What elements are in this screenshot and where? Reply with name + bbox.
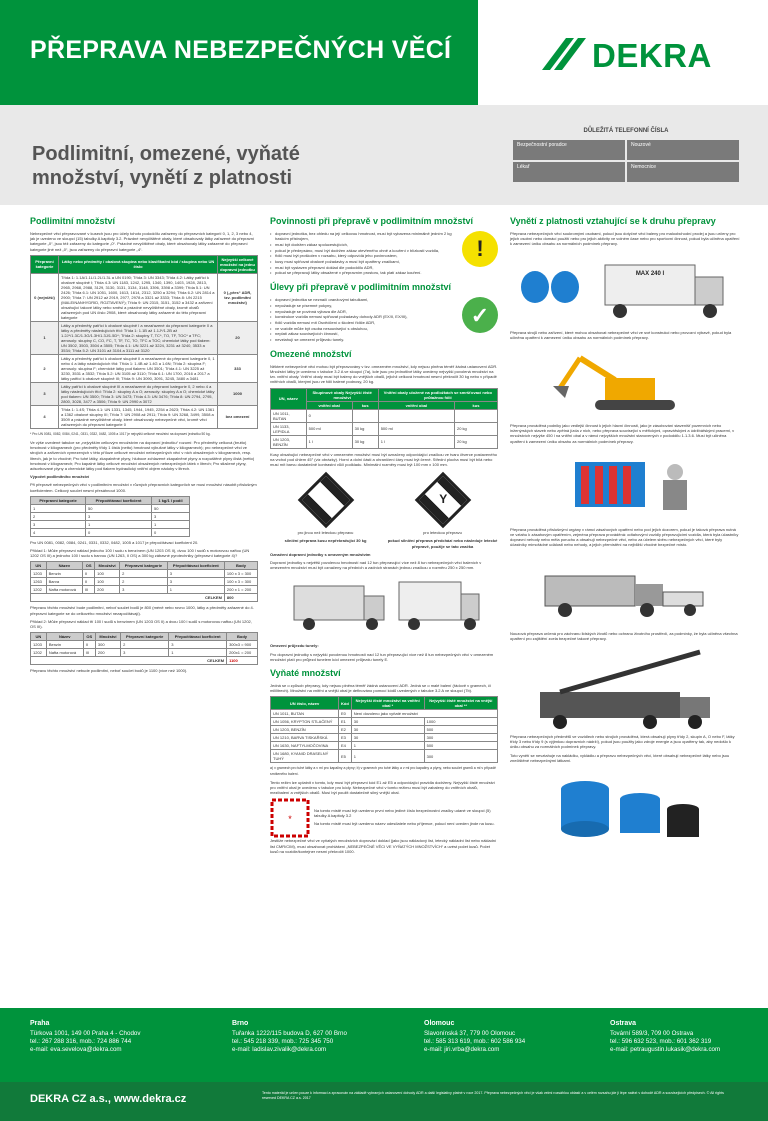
table-cell: 1203 bbox=[31, 641, 47, 649]
table-row bbox=[31, 570, 258, 578]
section-heading: Vynětí z platnosti vztahující se k druhu přepravy bbox=[510, 216, 716, 226]
table-row bbox=[271, 734, 498, 742]
reliefs-list bbox=[270, 297, 458, 343]
table-cell: 100 x 3 = 300 bbox=[224, 570, 257, 578]
paragraph: Přeprava nebezpečných předmětů ve vozidlech nebo strojích prováděná, která obsahují plyny třídy 2, skupin A, O nebo F, látky třídy 3 nebo třídy 9 (s výjimkou dopravních nádrží), pokud jsou použity jako zdroje energie a jsou opatřeny tak, aby nedošlo k úniku obsahu za normálních podmínek přepravy. bbox=[510, 734, 735, 750]
table-cell: 3 bbox=[167, 578, 224, 586]
office-city: Brno bbox=[232, 1020, 249, 1027]
table-row bbox=[31, 504, 190, 512]
paragraph: Kusy obsahující nebezpečné věci v omezeném množství musí být označeny odpovídající značkou ve tvaru čtverce postaveného na vrchol pod úhlem 45° (viz obrázky). Horní a dolní části a ohraničení čáry musí být černé. Střední plocha musí být bílá nebo musí mít barvu dostatečně kontrastní vůči podkladu. Minimální rozměry musí být 100 mm x 100 mm. bbox=[270, 451, 498, 467]
phone-cell[interactable]: Lékař bbox=[513, 162, 625, 182]
column-1 bbox=[30, 210, 258, 676]
table-cell: E4 bbox=[339, 742, 352, 750]
table-cell: 500 ml bbox=[306, 422, 352, 435]
table-cell: UN 1203, BENZÍN bbox=[271, 435, 307, 448]
footnote: * Pro UN 0081, 0082, 0084, 0241, 0331, 0332, 0482, 1005 a 1017 je nejvyšší celkové množství na dopravní jednotku 50 kg. bbox=[30, 431, 211, 436]
table-row bbox=[31, 382, 258, 405]
table-total-row bbox=[31, 657, 258, 665]
column-3 bbox=[510, 210, 740, 846]
list-item: • nevztahují se omezení průjezdu tunely. bbox=[270, 337, 458, 342]
table-header: Přepočítávací koeficient bbox=[167, 562, 224, 570]
table-cell: 100 bbox=[95, 578, 120, 586]
table-row bbox=[271, 726, 498, 734]
table-cell bbox=[455, 409, 498, 422]
limited-quantity-air-mark-icon: Y bbox=[414, 472, 471, 529]
paragraph: Přeprava prováděná příslušnými orgány v rámci zásahových opatření nebo pod jejich dozorem, pokud je taková přeprava nutná ve vztahu k zásahovým opatřením, zejména přeprava prováděná: odtahovými vozidly přepravujícími vozidla, která byla účastníky dopravní nehody nebo měla poruchu a obsahují nebezpečné věci, nebo za účelem sběru nebezpečných věcí, které byly účastníky mimořádné události nebo nehody, a jejich přemístění na nejbližší vhodné bezpečné místo. bbox=[510, 526, 739, 548]
table-cell: Látky patřící k obalové skupině III a nezařazené do přepravní kategorie 0, 2 nebo 4 a látky následujících tříd: Třída 2: skupiny A a O; aerosoly: skupiny A a O; chemické látky pod tlakem: UN 3500; Třída 3: UN 3473; Třída 4.3: UN 3476; Třída 8: UN 2794, 2795, 2800, 3028, 3477 a 3506; Třída 9: UN 2990 a 3072 bbox=[59, 382, 218, 405]
list-item: • ve vozidle může být osoba nesouvisející s obsluhou, bbox=[270, 326, 458, 331]
gas-cylinders-illustration bbox=[510, 447, 740, 527]
office-line: Slavonínská 37, 779 00 Olomouc bbox=[424, 1030, 516, 1037]
table-header: UN bbox=[31, 562, 47, 570]
gas-cylinders-icon bbox=[545, 452, 705, 522]
example-1-table bbox=[30, 561, 258, 602]
lq-mark-air bbox=[387, 470, 498, 552]
table-cell: 3 bbox=[152, 512, 190, 520]
excavator-icon bbox=[545, 348, 705, 418]
table-row bbox=[271, 435, 498, 448]
coefficient-table bbox=[30, 496, 190, 537]
table-cell: CELKEM bbox=[31, 594, 225, 602]
tank-label: MAX 240 l bbox=[635, 270, 665, 277]
table-cell: 200x1 = 200 bbox=[227, 649, 258, 657]
office-city: Ostrava bbox=[610, 1020, 637, 1027]
table-cell: 1 bbox=[351, 750, 424, 763]
paragraph: Přeprava nebezpečných věcí soukromými osobami, pokud jsou dotyčné věci baleny pro maloobchodní prodej a jsou určeny pro jejich osobní nebo domácí použití nebo pro jejich aktivity ve volném čase nebo pro sportovní činnost, pokud byla učiněna opatření k zamezení úniku obsahu za normálních podmínek přepravy. bbox=[510, 231, 740, 247]
table-cell: 50 bbox=[86, 504, 152, 512]
limited-quantity-table bbox=[270, 388, 498, 449]
table-row bbox=[271, 409, 498, 422]
dekra-logo bbox=[540, 34, 740, 74]
footnote: a) v gramech pro tuhé látky a v ml pro kapaliny a plyny; b) v gramech pro tuhé látky a v ml pro kapaliny a plyny, nebo součet gramů a ml v případě smíšeného balení. bbox=[270, 766, 496, 776]
table-cell: CELKEM bbox=[31, 657, 227, 665]
paragraph: Příklad 2: Může přepravní náklad tří 100 l sudů s benzínem (UN 1203 OS II) a dvou 100 l sudů s motorovou naftou (UN 1202, OS III). bbox=[30, 618, 252, 630]
table-header: UN, název bbox=[271, 388, 307, 409]
excavator-illustration bbox=[510, 343, 740, 423]
table-cell: 1203 bbox=[31, 570, 47, 578]
office-brno bbox=[232, 1020, 392, 1054]
table-cell: Třída 1: 1.4S; Třída 4.1: UN 1331, 1345, 1944, 1945, 2254 a 2623; Třída 4.2: UN 1361 a 1362 obalové skupiny III; Třída 7: UN 2908 až 2911; Třída 9: UN 3268, 3499, 3508 a 3509 a prázdné nevyčištěné obaly, které obsahovaly nebezpečné věci, kromě věcí zařazených do přepravní kategorie 0 bbox=[59, 405, 218, 428]
paragraph: Toto vynětí se nevztahuje na nakládku, vykládku a přepravu nebezpečných věcí, které obsahují nebezpečné látky nebo jsou znečištěné nebezpečnými látkami. bbox=[510, 752, 730, 763]
table-cell: 100 x 3 = 300 bbox=[224, 578, 257, 586]
table-header: vnitřní obal bbox=[378, 401, 454, 409]
phone-cell[interactable]: Nemocnice bbox=[627, 162, 739, 182]
list-item: • pokud se přepravují látky obsažené v přepravním prostoru, tak platí zákaz kouření. bbox=[270, 270, 458, 275]
section-heading: Omezené množství bbox=[270, 348, 352, 359]
table-cell: 30 bbox=[351, 726, 424, 734]
table-cell: II bbox=[83, 578, 95, 586]
table-header: Přepravní kategorie bbox=[31, 496, 86, 504]
table-row bbox=[31, 405, 258, 428]
table-header: Nejvyšší celkové množství na jednu dopravní jednotku bbox=[218, 255, 258, 273]
paragraph: Přepravu těchto množství bude podlimitní, neboť součet bodů je 800 (méně nebo rovno 1000, látky a předměty zařazené do 4. přepravní kategorie se do celkového množství nezapočítávají). bbox=[30, 605, 254, 616]
table-header: Látky nebo předměty / obalová skupina nebo klasifikační kód / skupina nebo UN číslo bbox=[59, 255, 218, 273]
list-item: • konstrukce vozidla nemusí splňovat požadavky dohody ADR (EX/II, EX/III), bbox=[270, 314, 458, 319]
table-cell: 2 bbox=[31, 354, 59, 382]
table-header: 1 kg/1 l podíl bbox=[152, 496, 190, 504]
table-row bbox=[31, 641, 258, 649]
table-cell: UN 1630, NAFTYLMOČOVINA bbox=[271, 742, 339, 750]
table-header: Vnitřní obaly uložené na podložkách se smršťovací nebo průtažnou fólií bbox=[378, 388, 497, 401]
table-row bbox=[271, 742, 498, 750]
limited-quantity-mark-icon bbox=[297, 472, 354, 529]
mark-caption: pro jinou než leteckou přepravu bbox=[297, 530, 354, 536]
table-cell: 0 („přes“ ADR, tzv. podlimitní množství) bbox=[218, 273, 258, 321]
table-cell: 1 bbox=[351, 742, 424, 750]
table-header: UN číslo, název bbox=[271, 697, 339, 710]
list-item: • nepožaduje se povinná výbava dle ADR, bbox=[270, 309, 458, 314]
table-header: Body bbox=[227, 633, 258, 641]
subtitle: Podlimitní, omezené, vyňaté množství, vynětí z platnosti bbox=[32, 143, 300, 189]
list-item: • musí být dodržen zákaz spolucestujících, bbox=[270, 242, 458, 247]
table-header: kus bbox=[455, 401, 498, 409]
excepted-quantity-mark-icon bbox=[270, 798, 310, 838]
table-cell: 2 bbox=[31, 512, 86, 520]
table-cell: E1 bbox=[339, 718, 352, 726]
paragraph: Nouzová přeprava určená pro záchranu lidských životů nebo ochranu životního prostředí, za podmínky, že byla učiněna všechna opatření pro zajištění zcela bezpečné takové přepravy. bbox=[510, 630, 738, 641]
table-cell: 20 kg bbox=[455, 422, 498, 435]
paragraph: Dopravní jednotky s největší povolenou hmotností nad 12 tun přepravující více než 8 tun nebezpečných věcí baleních v omezeném množství musí být označeny na předních a zadních stranách jednou značkou o rozměru 250 x 250 mm. bbox=[270, 559, 482, 571]
table-cell bbox=[378, 409, 454, 422]
table-cell: II bbox=[83, 570, 95, 578]
table-cell: 30 kg bbox=[352, 435, 378, 448]
table-cell: 333 bbox=[218, 354, 258, 382]
table-cell: 1000 bbox=[218, 382, 258, 405]
barrels-icon bbox=[545, 769, 705, 844]
subheading: Označení dopravní jednotky s omezeným množstvím bbox=[270, 551, 371, 557]
table-header: Množství bbox=[95, 633, 120, 641]
table-cell: UN 1680, KYANID DRASELNÝ TUHÝ bbox=[271, 750, 339, 763]
table-cell bbox=[352, 409, 378, 422]
table-header: Množství bbox=[95, 562, 120, 570]
list-item: • dopravní jednotka, bez ohledu na její celkovou hmotnost, musí být vybavena minimálně jedním 2 kg hasicím přístrojem, bbox=[270, 231, 458, 241]
table-cell: 300x3 = 900 bbox=[227, 641, 258, 649]
office-line: tel.: 267 288 316, mob.: 724 886 744 bbox=[30, 1038, 132, 1045]
table-cell: 30 bbox=[351, 734, 424, 742]
subheading: Výpočet podlimitního množství bbox=[30, 474, 90, 480]
svg-text:*: * bbox=[288, 814, 292, 825]
table-cell: E2 bbox=[339, 726, 352, 734]
table-total-row bbox=[31, 594, 258, 602]
table-cell: 1 l bbox=[306, 435, 352, 448]
table-header: Přepočítávací koeficient bbox=[86, 496, 152, 504]
paragraph: Přepravu těchto množství nebude podlimitní, neboť součet bodů je 1100 (více než 1000). bbox=[30, 668, 188, 674]
table-header: Nejvyšší čisté množství na vnitřní obal * bbox=[351, 697, 424, 710]
truck-icon bbox=[284, 578, 484, 638]
checkmark-icon: ✓ bbox=[462, 297, 498, 333]
paragraph: Jestliže nebezpečné věci ve vyňatých množstvích doprovází doklad (jako jsou nákladový list, letecký nákladní list nebo nákladní list CMR/CIM), musí obsahovat prohlášení „NEBEZPEČNÉ VĚCI VE VYŇATÝCH MNOŽSTVÍCH“ a uvést počet kusů. Počet kusů na vozidle/kontejner nesmí překročit 1000. bbox=[270, 838, 497, 854]
list-item: • nepožaduje se písemné pokyny, bbox=[270, 303, 458, 308]
table-cell: Barva bbox=[46, 578, 82, 586]
barrels-illustration bbox=[510, 766, 740, 846]
table-cell: 30 bbox=[351, 718, 424, 726]
table-cell: UN 1056, KRYPTON STLAČENÝ bbox=[271, 718, 339, 726]
lq-mark-road bbox=[270, 470, 381, 552]
table-cell: Benzin bbox=[46, 641, 83, 649]
table-cell: 1 bbox=[31, 321, 59, 354]
disclaimer: Tento materiál je určen pouze k informaci a zpracován na základě vybraných ustanovení dohody ADR a další legislativy platné v roce 2017. Přeprava nebezpečných věcí je však velmi rozsáhlou oblastí a v celém rozsahu jde ji lépe nalézt v dohodě ADR a souvisejících předpisech. © All rights reserved DEKRA CZ a.s. 2017 bbox=[262, 1091, 724, 1100]
dekra-logo-icon bbox=[540, 34, 588, 74]
table-cell: 800 bbox=[224, 594, 257, 602]
table-header: UN bbox=[31, 633, 47, 641]
office-line: Tovární 589/3, 709 00 Ostrava bbox=[610, 1030, 694, 1037]
table-cell: 100 bbox=[95, 570, 120, 578]
table-cell: 1 bbox=[86, 520, 152, 528]
phone-numbers-box bbox=[513, 128, 739, 186]
paragraph: Jedná se o způsob přepravy, kdy nejsou plněna téměř žádná ustanovení ADR. Jedná se o malé balení (řádově v gramech, či mililitrech). Množství na vnitřní a vnější obal je definováno pomocí kódů uvedených v tabulce 3.2 A ve sloupci (7b). bbox=[270, 683, 491, 694]
table-row bbox=[31, 649, 258, 657]
phone-cell[interactable]: Bezpečnostní poradce bbox=[513, 140, 625, 160]
table-header: OS bbox=[83, 562, 95, 570]
table-cell: UN 1203, BENZÍN bbox=[271, 726, 339, 734]
office-line: tel.: 596 632 523, mob.: 601 362 319 bbox=[610, 1038, 712, 1045]
table-cell: Látky a předměty patřící k obalové skupině I a nezařazené do přepravní kategorie 0 a látky a předměty následujících tříd: Třída 1: 1.1B až 1.1J*/1.2B až 1.2J*/1.3C/1.3G/1.3H/1.3J/1.5D*; Třída 2: skupiny T, TC*, TO, TF, TOC* a TFC; aerosoly: skupiny C, CO, FC, T, TF, TC, TO, TFC a TOC; chemické látky pod tlakem: UN 3502, 3503, 3504 a 3505; Třída 4.1: UN 3221 až 3224, 3231 až 3240, 3533 a 3534; Třída 5.2: UN 3101 až 3104 a 3111 až 3120 bbox=[59, 321, 218, 354]
list-item: • pokud je předepsáno, musí být dodržen zákaz otevřeného ohně a kouření v blízkosti vozidla, bbox=[270, 248, 458, 253]
tow-truck-icon bbox=[535, 556, 715, 626]
table-cell: 3 bbox=[167, 570, 224, 578]
mark-caption: pro leteckou přepravu bbox=[423, 530, 462, 536]
table-cell: 0 bbox=[152, 528, 190, 536]
table-cell: E3 bbox=[339, 734, 352, 742]
table-cell: Třída 1: 1.1A/1.1L/1.2L/1.3L a UN 0190; Třída 3: UN 3343; Třída 4.2: Látky patřící k obalové skupině I; Třída 4.3: UN 1183, 1242, 1295, 1340, 1390, 1403, 1928, 2813, 2965, 2968, 2988, 3129, 3130, 3131, 3134, 3148, 3396, 3398 a 3399; Třída 5.1: UN 2426; Třída 6.1: UN 1051, 1600, 1613, 1614, 2312, 3250 a 3294; Třída 6.2: UN 2814 a 2900; Třída 7: UN 2912 až 2919, 2977, 2978 a 3321 až 3333; Třída 8: UN 2215 (MALEINANHYDRID, ROZTAVENÝ); Třída 9: UN 2315, 3151, 3152 a 3432 a zařízení obsahující takové látky nebo směsi a prázdné nevyčištěné obaly, kromě obalů zařazených pod UN číslo 2908, které obsahovaly látky zařazené do této přepravní kategorie bbox=[59, 273, 218, 321]
office-ostrava bbox=[610, 1020, 768, 1054]
table-cell: UN 1133, LEPIDLA bbox=[271, 422, 307, 435]
office-line: Türkova 1001, 149 00 Praha 4 - Chodov bbox=[30, 1030, 141, 1037]
office-line: tel.: 585 313 619, mob.: 602 586 934 bbox=[424, 1038, 526, 1045]
transport-category-table bbox=[30, 255, 258, 429]
table-cell: 1202 bbox=[31, 649, 47, 657]
tow-truck-illustration bbox=[510, 551, 740, 631]
table-cell: 1263 bbox=[31, 578, 47, 586]
paragraph: Přeprava prováděná podniky jako vedlejší činnost k jejich hlavní činnosti, jako je zásobování stavenišť pozemních nebo inženýrských staveb nebo zpětná jízda z nich, nebo přeprava související s měřickými, opravářskými a údržbářskými pracemi, v množstvích nejvýše 450 l na vnitřní obal a v rámci nejvyšších množství stanovených v pododdílu 1.1.3.6. Musí být učiněna opatření k zamezení úniku obsahu za normálních podmínek přepravy. bbox=[510, 423, 735, 444]
office-email[interactable]: e-mail: petraugustin.lukasik@dekra.com bbox=[610, 1046, 721, 1053]
table-cell: 0 bbox=[306, 409, 352, 422]
table-cell: 300 bbox=[95, 641, 120, 649]
section-heading: Povinnosti při přepravě v podlimitním množství bbox=[270, 216, 474, 226]
note: Na tomto místě musí být uvedeno název odesílatele nebo příjemce, pokud není uveden jinde na kusu. bbox=[314, 821, 495, 827]
paragraph: Nebezpečné věci přepravované v kusech jsou pro účely tohoto pododdílu zařazeny do přepravních kategorií 0, 1, 2, 3 nebo 4, jak je uvedeno ve sloupci (15) tabulky A kapitoly 3.2. Prázdné nevyčištěné obaly, které obsahovaly látky zařazené do přepravní kategorie „0“, jsou též zařazeny do kategorie „0“. Prázdné nevyčištěné obaly, které obsahovaly látky zařazené do přepravní kategorie jiné než „0“, jsou zařazeny do přepravní kategorie „4“. bbox=[30, 231, 255, 252]
table-cell: Benzin bbox=[46, 570, 82, 578]
table-row bbox=[31, 528, 190, 536]
table-header: Kód bbox=[339, 697, 352, 710]
table-header: Přepravní kategorie bbox=[121, 633, 169, 641]
table-cell: 1 bbox=[152, 520, 190, 528]
table-header: vnitřní obal bbox=[306, 401, 352, 409]
table-cell: Není dovoleno jako vyňaté množství bbox=[351, 710, 497, 718]
table-cell: III bbox=[83, 586, 95, 594]
table-cell: 30 kg bbox=[352, 422, 378, 435]
paragraph: Pro dopravní jednotky s nejvyšší povolenou hmotností nad 12 tun přepravující více než 8 tun nebezpečných věcí v omezeném množství platí pro průjezd tunelem kód omezení průjezdu tunely E. bbox=[270, 651, 494, 662]
table-cell: 1 bbox=[167, 586, 224, 594]
paragraph: Příklad 1: Může přepravní náklad jednoho 100 l sudu s benzínem (UN 1203 OS II), dvou 100 l sudů s motorovou naftou (UN 1202 OS III) a jednoho 100 l sudu s barvou (UN 1263, II OS) a 300 kg zábavné pyrotechniky (přepravní kategorie 4)? bbox=[30, 548, 250, 559]
phone-cell[interactable]: Nouzové bbox=[627, 140, 739, 160]
table-cell: UN 1210, BARVA TISKAŘSKÁ bbox=[271, 734, 339, 742]
table-cell: bez omezení bbox=[218, 405, 258, 428]
warning-icon: ! bbox=[462, 231, 498, 267]
column-2 bbox=[270, 210, 498, 857]
table-row bbox=[31, 520, 190, 528]
table-cell: 1 bbox=[31, 504, 86, 512]
table-cell: 4 bbox=[31, 528, 86, 536]
table-cell: 2 bbox=[121, 641, 169, 649]
table-cell: 4 bbox=[31, 405, 59, 428]
office-email[interactable]: e-mail: eva.sevelova@dekra.com bbox=[30, 1046, 122, 1053]
table-header: Přepravní kategorie bbox=[31, 255, 59, 273]
table-cell: 200 bbox=[95, 649, 120, 657]
table-cell: 2 bbox=[120, 578, 168, 586]
table-row bbox=[271, 718, 498, 726]
table-cell: 1 l bbox=[378, 435, 454, 448]
table-row bbox=[31, 586, 258, 594]
table-header: Název bbox=[46, 633, 83, 641]
table-header: Skupinové obaly Nejvyšší čisté množství bbox=[306, 388, 378, 401]
table-cell: 1000 bbox=[424, 718, 497, 726]
footer bbox=[0, 1008, 768, 1121]
section-heading: Úlevy při přepravě v podlimitním množství bbox=[270, 282, 452, 293]
company-link[interactable]: DEKRA CZ a.s., www.dekra.cz bbox=[30, 1093, 187, 1105]
table-cell: II bbox=[83, 641, 95, 649]
office-city: Olomouc bbox=[424, 1020, 455, 1027]
list-item: • musí být vystaven přepravní doklad dle pododdílu ADR, bbox=[270, 265, 458, 270]
table-cell: 0 bbox=[86, 528, 152, 536]
office-line: Tuřanka 1222/115 budova D, 627 00 Brno bbox=[232, 1030, 347, 1037]
page-title: PŘEPRAVA NEBEZPEČNÝCH VĚCÍ bbox=[30, 36, 452, 64]
section-heading: Podlimitní množství bbox=[30, 216, 116, 226]
office-email[interactable]: e-mail: ladislav.zivalik@dekra.com bbox=[232, 1046, 327, 1053]
office-city: Praha bbox=[30, 1020, 50, 1027]
example-2-table bbox=[30, 632, 258, 665]
table-cell: 300 bbox=[424, 734, 497, 742]
table-cell: 20 kg bbox=[455, 435, 498, 448]
logo-text: DEKRA bbox=[592, 37, 712, 74]
list-item: • kusy musí splňovat obalové požadavky a musí být opatřeny značkami, bbox=[270, 259, 458, 264]
table-header: Přepravní kategorie bbox=[120, 562, 168, 570]
table-cell: 500 bbox=[424, 726, 497, 734]
table-cell: 3 bbox=[31, 382, 59, 405]
table-header: Název bbox=[46, 562, 82, 570]
table-cell: Nafta motorová bbox=[46, 586, 82, 594]
table-row bbox=[31, 354, 258, 382]
table-header: Nejvyšší čisté množství na vnější obal ** bbox=[424, 697, 497, 710]
table-cell: 20 bbox=[218, 321, 258, 354]
table-cell: 500 bbox=[424, 742, 497, 750]
table-cell: 3 bbox=[120, 586, 168, 594]
table-header: Body bbox=[224, 562, 257, 570]
list-item: • řidič musí být proškolen v rozsahu, který odpovídá jeho povinnostem, bbox=[270, 253, 458, 258]
table-cell: 3 bbox=[169, 641, 227, 649]
header bbox=[0, 0, 768, 105]
office-email[interactable]: e-mail: jiri.vrba@dekra.com bbox=[424, 1046, 500, 1053]
table-cell: 3 bbox=[86, 512, 152, 520]
table-cell: 3 bbox=[121, 649, 169, 657]
excepted-quantity-table bbox=[270, 696, 498, 763]
phones-title: DŮLEŽITÁ TELEFONNÍ ČÍSLA bbox=[583, 128, 669, 134]
paragraph: Pro UN 0081, 0082, 0084, 0241, 0331, 0332, 0482, 1005 a 1017 je přepočítávací koeficient 20. bbox=[30, 539, 199, 545]
paragraph: Ve výše uvedené tabulce se „nejvyšším celkovým množstvím na dopravní jednotku“ rozumí: Pro předměty celková (brutto) hmotnost v kilogramech (pro předměty třídy 1 čistá (netto) hmotnost výbušné látky v kilogramech); pro nebezpečné věci ve strojích a zařízeních vymezených v této příloze celkové množství nebezpečných věcí v nich obsažených v kilogramech, resp. litrech, jak je to vhodné; Pro tuhé látky, zkapalněné plyny, hluboce zchlazené zkapalněné plyny a rozpuštěné plyny čistá (netto) hmotnost v kilogramech; Pro kapalné látky celkové množství obsažených nebezpečných látek v litrech; Pro stlačené plyny, adsorbované plyny a chemické látky pod tlakem hydraulický vnitřní objem nádoby v litrech. bbox=[30, 440, 255, 472]
table-cell: E0 bbox=[339, 710, 352, 718]
list-item: • dopravní jednotka se neznačí oranžovými tabulkami, bbox=[270, 297, 458, 302]
obligations-list bbox=[270, 231, 458, 276]
table-cell: 1202 bbox=[31, 586, 47, 594]
table-cell: Látky a předměty patřící k obalové skupině II a nezařazené do přepravní kategorie 0, 1 nebo 4 a látky následujících tříd: Třída 1: 1.4B až 1.4G a 1.6N; Třída 2: skupina F; aerosoly: skupina F; chemické látky pod tlakem: UN 3501; Třída 4.1: UN 3225 až 3230, 3531 a 3532; Třída 5.2: UN 3105 až 3110; Třída 6.1: UN 1700, 2016 a 2017 a látky patřící k obalové skupině III; Třída 9: UN 3090, 3091, 3245, 3480 a 3481 bbox=[59, 354, 218, 382]
office-olomouc bbox=[424, 1020, 584, 1054]
table-header: Přepočítávací koeficient bbox=[169, 633, 227, 641]
table-cell: 500 ml bbox=[378, 422, 454, 435]
table-cell: 0 (nejnižší) bbox=[31, 273, 59, 321]
paragraph: Tento režim lze uplatnit v tomto, kdy musí být přepravní kód E1 až E5 a odpovídající pravidla dodrženy. Nejvyšší čisté množství pro vnitřní obal je uvedeno v tabulce pro kódy. Nebezpečné věci v tomto režimu musí být zabaleny do vnitřních obalů, mezibalení a vnějších obalů. Musí být použit dostatečně silný vnější obal. bbox=[270, 779, 495, 796]
table-row bbox=[31, 321, 258, 354]
list-item: • řidič vozidla nemusí mít Osvědčení o školení řidiče ADR, bbox=[270, 320, 458, 325]
table-row bbox=[271, 710, 498, 718]
section-heading: Vyňaté množství bbox=[270, 668, 341, 678]
paragraph: Některé nebezpečné věci mohou být přepravovány v tzv. omezeném množství, kdy nejsou plněna téměř žádná ustanovení ADR. Množství látky je uvedeno v tabulce 3.2 A ve sloupci (7a), kde jsou pro jednotlivé látky uvedeny nejvyšší povolená množství na tzv. vnitřní obaly. Vnitřní obaly musí být baleny do vnějších obalů, jejichž celková hmotnost nesmí překročit 30 kg nebo v případě vnitřních obalů, kterými jsou ve fólii balené podnosy, 20 kg. bbox=[270, 363, 498, 385]
tank-truck-illustration bbox=[510, 250, 740, 330]
table-cell: Nafta motorová bbox=[46, 649, 83, 657]
table-cell: 1100 bbox=[227, 657, 258, 665]
table-cell: 200 bbox=[95, 586, 120, 594]
table-row bbox=[271, 750, 498, 763]
mark-text: pokud silniční přeprava předchází nebo následuje letecké přepravě, použije se tato značka bbox=[387, 538, 498, 549]
table-cell: III bbox=[83, 649, 95, 657]
note: Na tomto místě musí být uvedeno první nebo jediné číslo bezpečnostní značky udané ve sloupci (5) tabulky A kapitoly 3.2 bbox=[314, 807, 491, 818]
table-cell: 50 bbox=[152, 504, 190, 512]
table-cell: UN 1011, BUTAN bbox=[271, 409, 307, 422]
fire-truck-icon bbox=[530, 647, 720, 732]
paragraph: Při přepravě nebezpečných věcí v podlimitním množství v různých přepravních kategoriích se musí množství násobit příslušným koeficientem. Celkový součet nesmí přesáhnout 1000. bbox=[30, 482, 257, 493]
table-header: OS bbox=[83, 633, 95, 641]
list-item: • neplatí zákaz souvisejících činností, bbox=[270, 331, 458, 336]
subheading: Omezení průjezdu tunely: bbox=[270, 643, 319, 649]
fire-truck-illustration bbox=[510, 644, 740, 734]
table-cell: 2 bbox=[120, 570, 168, 578]
table-cell: 200 x 1 = 200 bbox=[224, 586, 257, 594]
table-header: kus bbox=[352, 401, 378, 409]
table-cell: 3 bbox=[31, 520, 86, 528]
table-cell: UN 1011, BUTAN bbox=[271, 710, 339, 718]
table-row bbox=[31, 512, 190, 520]
office-praha bbox=[30, 1020, 190, 1054]
office-line: tel.: 545 218 339, mob.: 725 345 750 bbox=[232, 1038, 334, 1045]
table-row bbox=[271, 422, 498, 435]
table-row bbox=[31, 578, 258, 586]
table-cell: E5 bbox=[339, 750, 352, 763]
mark-text: silniční přeprava kusu nepřekračující 30 kg bbox=[284, 538, 367, 544]
table-cell: 300 bbox=[424, 750, 497, 763]
tank-truck-icon bbox=[515, 255, 735, 325]
table-cell: 1 bbox=[169, 649, 227, 657]
truck-illustration bbox=[270, 573, 498, 643]
paragraph: Přeprava strojů nebo zařízení, které mohou obsahovat nebezpečné věci ve své konstrukci nebo provozní výbavě, pokud byla učiněna opatření k zamezení úniku obsahu za normálních podmínek přepravy. bbox=[510, 329, 732, 340]
table-row bbox=[31, 273, 258, 321]
